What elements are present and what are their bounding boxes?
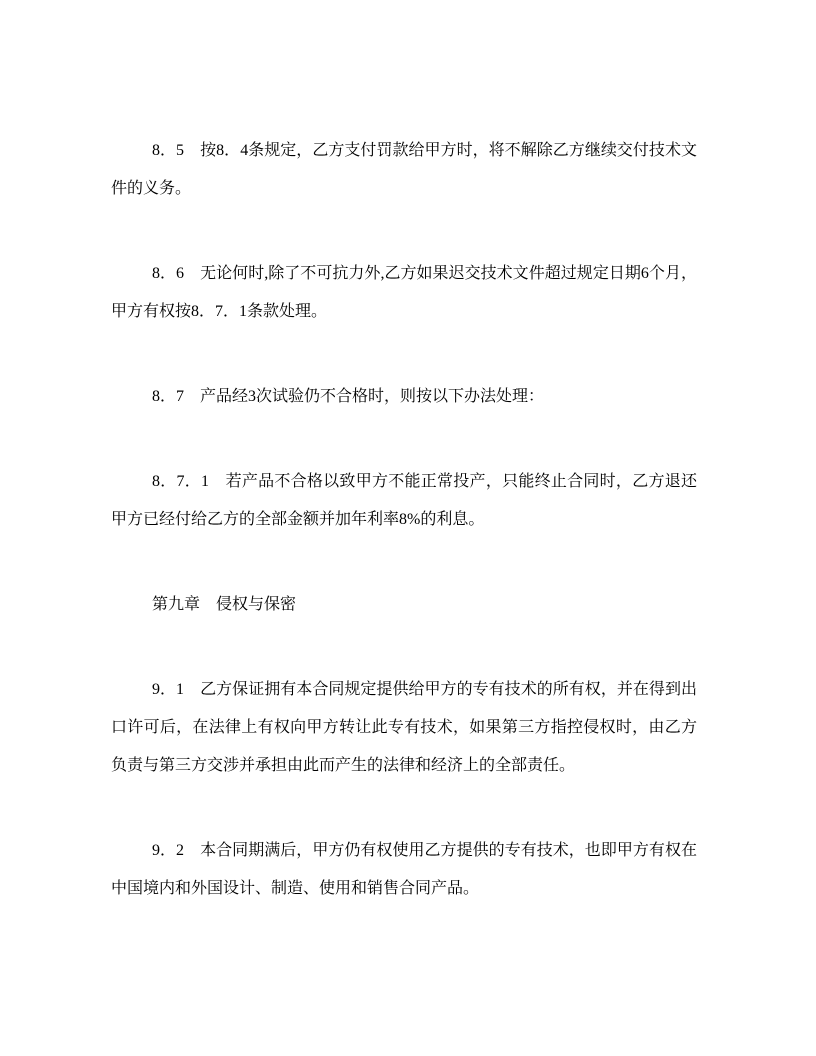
- clause-9-2: 9．2 本合同期满后，甲方仍有权使用乙方提供的专有技术，也即甲方有权在中国境内和外国设计、制造、使用和销售合同产品。: [111, 842, 697, 897]
- contract-text-block: [111, 132, 697, 908]
- clause-8-7-1: 8．7．1 若产品不合格以致甲方不能正常投产，只能终止合同时，乙方退还甲方已经付给乙方的全部金额并加年利率8%的利息。: [111, 473, 697, 528]
- chapter-nine-heading: 第九章 侵权与保密: [152, 596, 297, 613]
- clause-9-1: 9．1 乙方保证拥有本合同规定提供给甲方的专有技术的所有权，并在得到出口许可后，在法律上有权向甲方转让此专有技术，如果第三方指控侵权时，由乙方负责与第三方交涉并承担由此而产生的法律和经济上的全部责任。: [111, 681, 697, 774]
- clause-8-7: 8．7 产品经3次试验仍不合格时，则按以下办法处理：: [152, 388, 545, 405]
- clause-8-5: 8．5 按8．4条规定，乙方支付罚款给甲方时，将不解除乙方继续交付技术文件的义务。: [111, 142, 697, 197]
- clause-8-6: 8．6 无论何时,除了不可抗力外,乙方如果迟交技术文件超过规定日期6个月，甲方有权按8．7．1条款处理。: [111, 265, 697, 320]
